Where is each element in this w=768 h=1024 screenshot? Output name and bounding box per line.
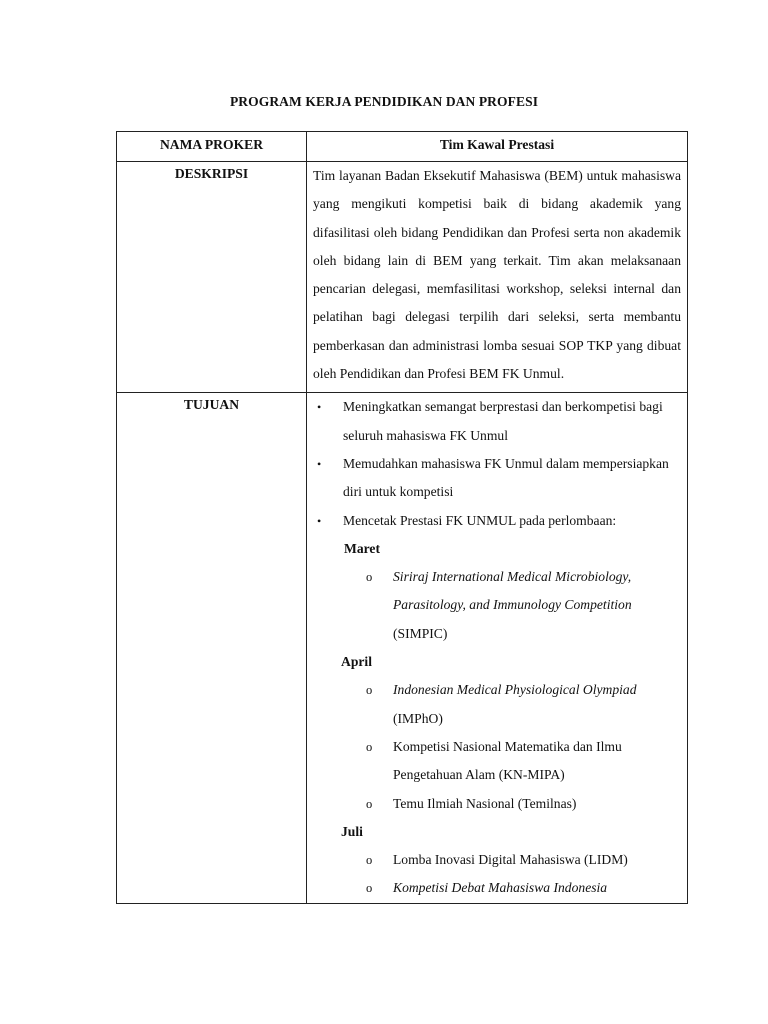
goal-item (307, 507, 681, 535)
tujuan-label: TUJUAN (117, 393, 307, 903)
tujuan-content (307, 393, 688, 903)
month-heading: Maret (344, 540, 380, 556)
competition-item (307, 874, 681, 902)
competition-name: Indonesian Medical Physiological Olympiad (393, 682, 637, 698)
bullet-icon: • (317, 456, 322, 471)
sub-bullet-icon: o (366, 853, 373, 868)
bullet-icon: • (317, 513, 322, 528)
table-row-deskripsi (117, 162, 688, 393)
competition-item (307, 790, 681, 818)
table-row-header (117, 132, 688, 162)
goal-item (307, 450, 681, 507)
month-heading: Juli (341, 823, 363, 839)
competition-name: Temu Ilmiah Nasional (Temilnas) (393, 795, 577, 811)
month-heading: April (341, 654, 372, 670)
competition-schedule (307, 535, 681, 903)
sub-bullet-icon: o (366, 570, 373, 585)
competition-list (307, 846, 681, 903)
competition-item (307, 733, 681, 790)
sub-bullet-icon: o (366, 739, 373, 754)
competition-abbr: (IMPhO) (393, 710, 443, 726)
sub-bullet-icon: o (366, 796, 373, 811)
competition-name: Lomba Inovasi Digital Mahasiswa (LIDM) (393, 852, 628, 868)
goal-text: Meningkatkan semangat berprestasi dan berkompetisi bagi seluruh mahasiswa FK Unmul (343, 399, 663, 443)
program-table (116, 131, 688, 904)
competition-list (307, 676, 681, 817)
competition-name: Kompetisi Nasional Matematika dan Ilmu Pengetahuan Alam (KN-MIPA) (393, 738, 622, 783)
competition-name: Siriraj International Medical Microbiology, Parasitology, and Immunology Competition (393, 569, 632, 613)
competition-abbr: (SIMPIC) (393, 625, 448, 641)
sub-bullet-icon: o (366, 683, 373, 698)
competition-list (307, 563, 681, 648)
competition-name: Kompetisi Debat Mahasiswa Indonesia (393, 880, 608, 896)
bullet-icon: • (317, 400, 322, 415)
goal-text: Mencetak Prestasi FK UNMUL pada perlombaan: (343, 512, 617, 528)
header-value-cell: Tim Kawal Prestasi (307, 132, 688, 162)
competition-item (307, 676, 681, 733)
goals-list (307, 393, 681, 534)
competition-item (307, 563, 681, 648)
goal-text: Memudahkan mahasiswa FK Unmul dalam mempersiapkan diri untuk kompetisi (343, 455, 669, 500)
table-row-tujuan (117, 393, 688, 903)
sub-bullet-icon: o (366, 881, 373, 896)
page-title: PROGRAM KERJA PENDIDIKAN DAN PROFESI (229, 94, 539, 109)
deskripsi-label: DESKRIPSI (117, 162, 307, 393)
header-label-cell: NAMA PROKER (117, 132, 307, 162)
competition-item (307, 846, 681, 874)
deskripsi-text: Tim layanan Badan Eksekutif Mahasiswa (BEM) untuk mahasiswa yang mengikuti kompetisi baik di bidang akademik yang difasilitasi oleh bidang Pendidikan dan Profesi serta non akademik oleh bidang lain di BEM yang terkait. Tim akan melaksanaan pencarian delegasi, memfasilitasi workshop, seleksi internal dan pelatihan bagi delegasi terpilih dari seleksi, serta membantu pemberkasan dan administrasi lomba sesuai SOP TKP yang dibuat oleh Pendidikan dan Profesi BEM FK Unmul. (307, 162, 688, 393)
goal-item (307, 393, 681, 450)
